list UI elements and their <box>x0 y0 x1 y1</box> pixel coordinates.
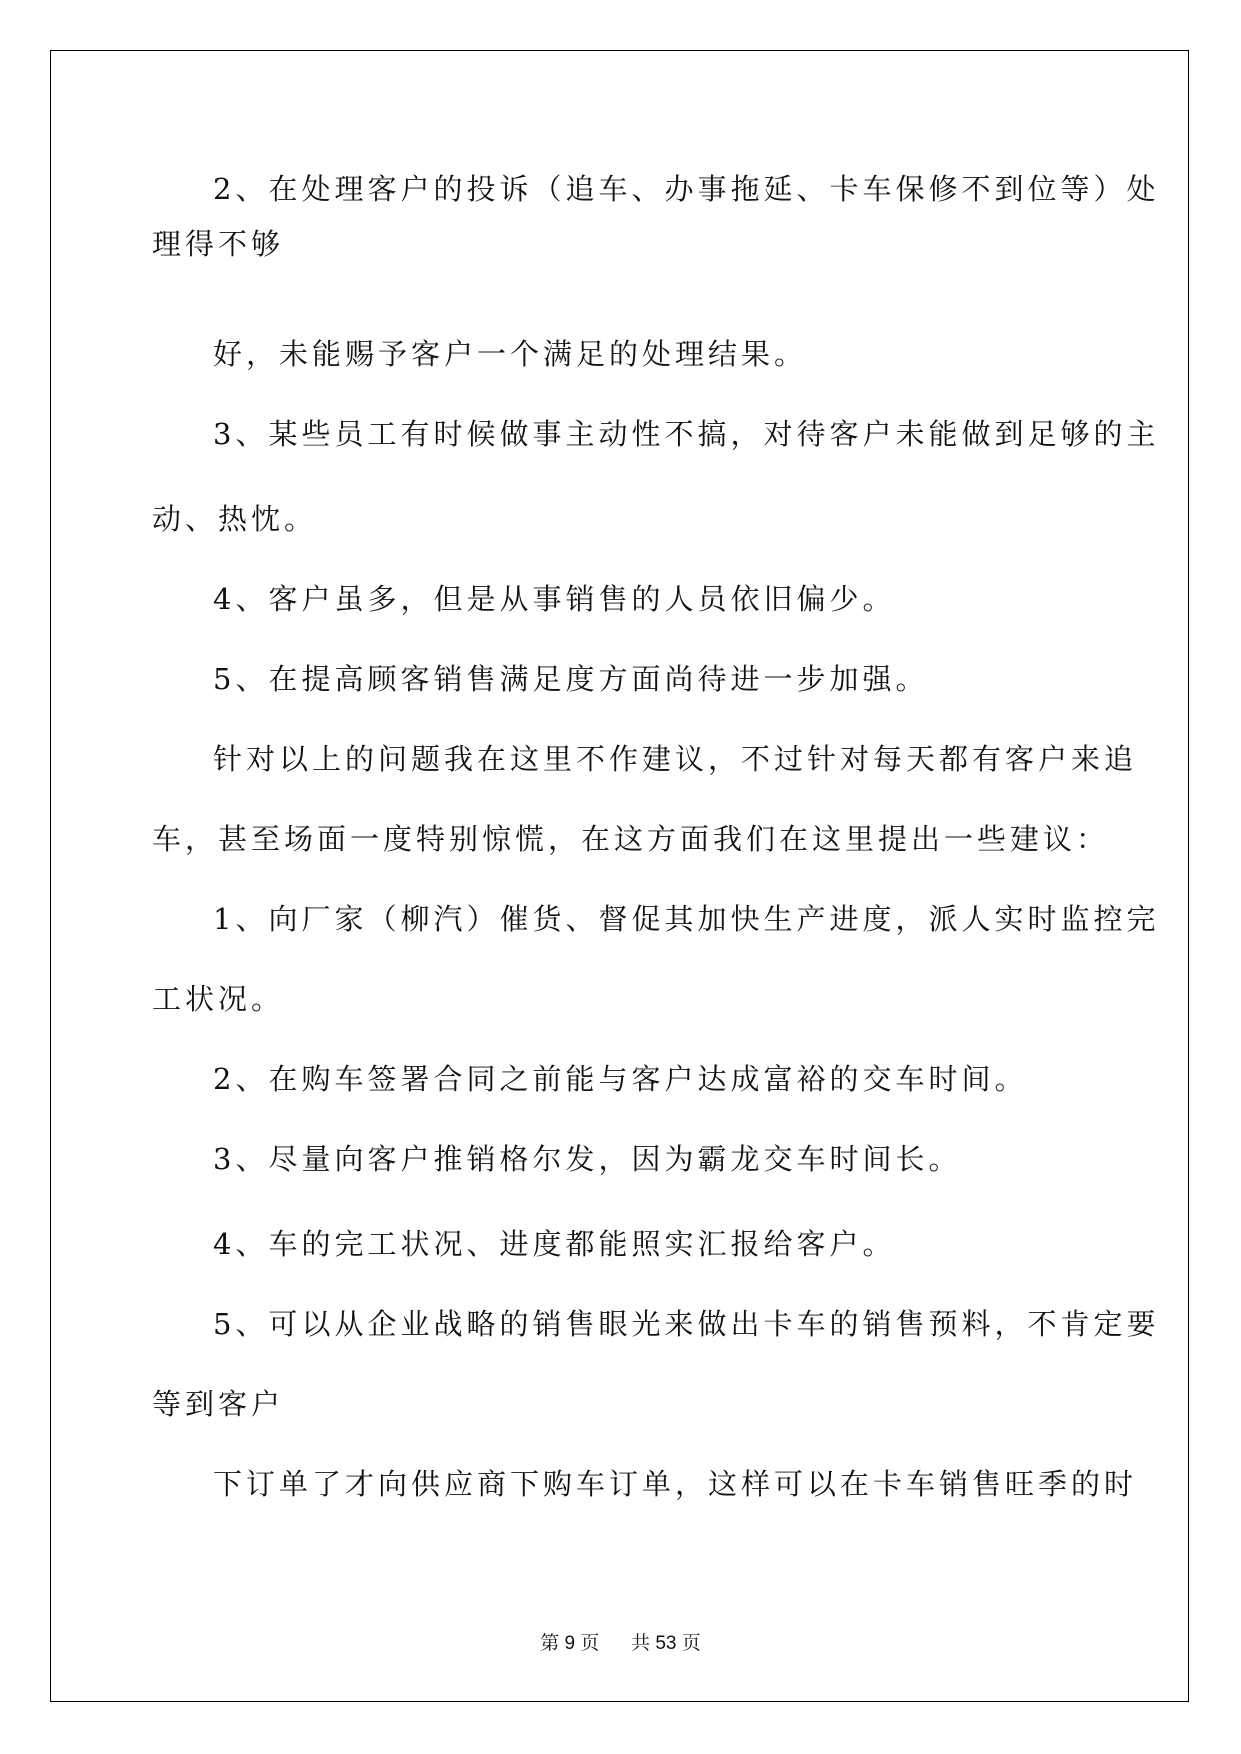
paragraph-line: 3、尽量向客户推销格尔发，因为霸龙交车时间长。 <box>213 1142 962 1176</box>
page-border <box>50 50 1189 1702</box>
paragraph-line: 4、客户虽多，但是从事销售的人员依旧偏少。 <box>213 582 896 616</box>
page-number: 9 <box>564 1633 576 1654</box>
paragraph-line: 理得不够 <box>152 227 285 261</box>
paragraph-line: 4、车的完工状况、进度都能照实汇报给客户。 <box>213 1227 896 1261</box>
paragraph-line: 1、向厂家（柳汽）催货、督促其加快生产进度，派人实时监控完 <box>213 902 1160 936</box>
paragraph-line: 等到客户 <box>152 1387 285 1421</box>
paragraph-line: 2、在购车签署合同之前能与客户达成富裕的交车时间。 <box>213 1062 1028 1096</box>
paragraph-line: 3、某些员工有时候做事主动性不搞，对待客户未能做到足够的主 <box>213 417 1160 451</box>
paragraph-line: 5、可以从企业战略的销售眼光来做出卡车的销售预料，不肯定要 <box>213 1307 1160 1341</box>
total-label-suffix: 页 <box>681 1633 701 1654</box>
paragraph-line: 动、热忱。 <box>152 502 318 536</box>
paragraph-line: 2、在处理客户的投诉（追车、办事拖延、卡车保修不到位等）处 <box>213 172 1160 206</box>
paragraph-line: 好，未能赐予客户一个满足的处理结果。 <box>213 337 808 371</box>
paragraph-line: 车，甚至场面一度特别惊慌，在这方面我们在这里提出一些建议： <box>152 822 1110 856</box>
paragraph-line: 针对以上的问题我在这里不作建议，不过针对每天都有客户来追 <box>213 742 1138 776</box>
total-label-prefix: 共 <box>631 1633 651 1654</box>
page-label-suffix: 页 <box>580 1633 600 1654</box>
paragraph-line: 5、在提高顾客销售满足度方面尚待进一步加强。 <box>213 662 929 696</box>
page-footer <box>0 1628 1241 1655</box>
paragraph-line: 工状况。 <box>152 982 285 1016</box>
page-label-prefix: 第 <box>540 1633 560 1654</box>
total-pages: 53 <box>655 1633 677 1654</box>
paragraph-line: 下订单了才向供应商下购车订单，这样可以在卡车销售旺季的时 <box>213 1467 1138 1501</box>
